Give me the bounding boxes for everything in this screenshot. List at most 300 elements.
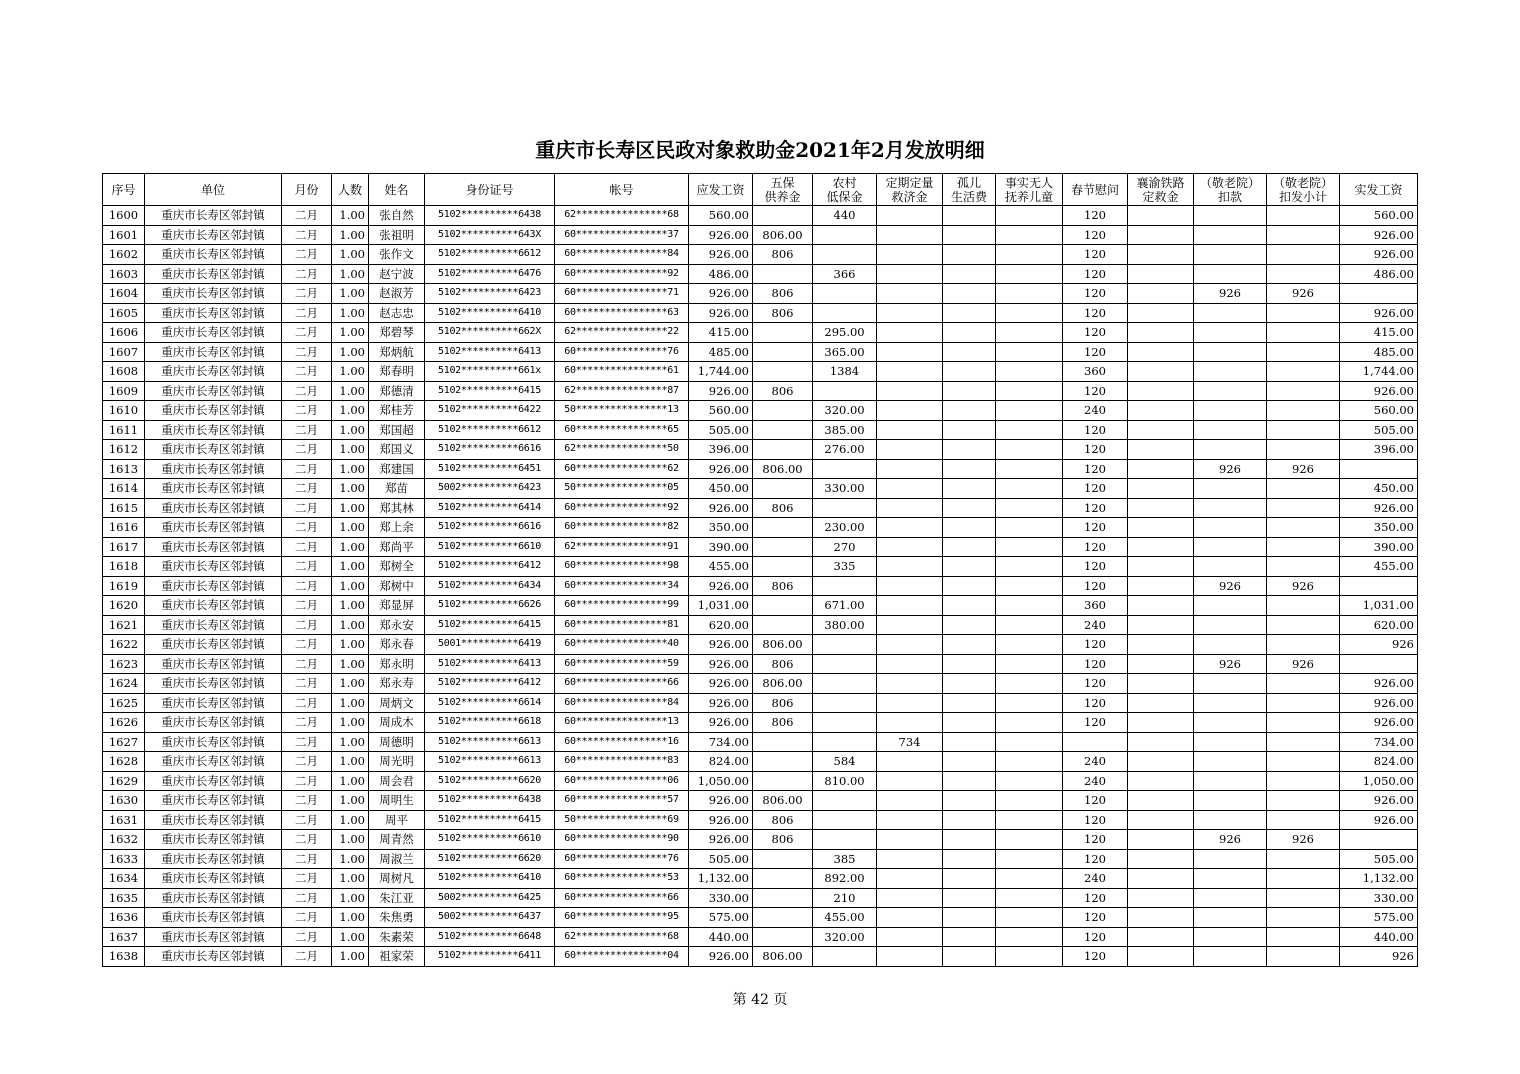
cell-orphan-allowance [943, 206, 996, 226]
cell-railway-relief [1128, 401, 1194, 421]
cell-month: 二月 [282, 596, 332, 616]
cell-fixed-relief [877, 888, 943, 908]
cell-five-guarantee: 806.00 [753, 459, 813, 479]
table-row [103, 791, 1418, 811]
cell-row-index: 1613 [103, 459, 145, 479]
cell-row-index: 1633 [103, 849, 145, 869]
cell-account: 60****************57 [555, 791, 689, 811]
cell-nursing-deduction [1194, 303, 1267, 323]
cell-unit: 重庆市长寿区邻封镇 [145, 401, 282, 421]
cell-fixed-relief [877, 908, 943, 928]
cell-railway-relief [1128, 518, 1194, 538]
cell-account: 60****************84 [555, 245, 689, 265]
cell-fixed-relief [877, 771, 943, 791]
cell-row-index: 1618 [103, 557, 145, 577]
cell-net-pay: 1,050.00 [1340, 771, 1418, 791]
cell-month: 二月 [282, 245, 332, 265]
cell-spring-festival: 120 [1063, 947, 1128, 967]
cell-rural-subsistence [813, 284, 877, 304]
cell-account: 60****************76 [555, 342, 689, 362]
cell-id-number: 5102**********6414 [425, 498, 555, 518]
cell-month: 二月 [282, 557, 332, 577]
cell-account: 50****************13 [555, 401, 689, 421]
cell-unattended-child [996, 362, 1063, 382]
cell-five-guarantee: 806 [753, 303, 813, 323]
cell-count: 1.00 [332, 791, 369, 811]
cell-railway-relief [1128, 459, 1194, 479]
table-row [103, 596, 1418, 616]
cell-unit: 重庆市长寿区邻封镇 [145, 674, 282, 694]
cell-unit: 重庆市长寿区邻封镇 [145, 557, 282, 577]
cell-unattended-child [996, 693, 1063, 713]
cell-net-pay: 486.00 [1340, 264, 1418, 284]
cell-account: 60****************34 [555, 576, 689, 596]
cell-rural-subsistence [813, 947, 877, 967]
cell-nursing-deduction [1194, 771, 1267, 791]
cell-orphan-allowance [943, 459, 996, 479]
cell-railway-relief [1128, 791, 1194, 811]
table-row [103, 771, 1418, 791]
cell-month: 二月 [282, 752, 332, 772]
cell-fixed-relief [877, 459, 943, 479]
cell-nursing-subtotal [1267, 810, 1340, 830]
cell-fixed-relief [877, 518, 943, 538]
cell-rural-subsistence: 335 [813, 557, 877, 577]
cell-rural-subsistence [813, 830, 877, 850]
table-row [103, 264, 1418, 284]
cell-account: 62****************68 [555, 206, 689, 226]
cell-id-number: 5102**********6620 [425, 849, 555, 869]
cell-unit: 重庆市长寿区邻封镇 [145, 947, 282, 967]
cell-name: 郑建国 [369, 459, 425, 479]
cell-railway-relief [1128, 869, 1194, 889]
cell-five-guarantee: 806.00 [753, 947, 813, 967]
cell-orphan-allowance [943, 264, 996, 284]
cell-unit: 重庆市长寿区邻封镇 [145, 791, 282, 811]
cell-account: 60****************16 [555, 732, 689, 752]
cell-net-pay: 575.00 [1340, 908, 1418, 928]
cell-month: 二月 [282, 440, 332, 460]
cell-id-number: 5102**********6610 [425, 537, 555, 557]
cell-railway-relief [1128, 596, 1194, 616]
cell-nursing-subtotal [1267, 479, 1340, 499]
cell-orphan-allowance [943, 440, 996, 460]
column-header: 帐号 [555, 174, 689, 206]
cell-five-guarantee [753, 479, 813, 499]
cell-railway-relief [1128, 849, 1194, 869]
cell-id-number: 5102**********6410 [425, 303, 555, 323]
cell-spring-festival: 120 [1063, 557, 1128, 577]
cell-spring-festival: 120 [1063, 342, 1128, 362]
cell-orphan-allowance [943, 303, 996, 323]
cell-spring-festival: 120 [1063, 849, 1128, 869]
cell-unattended-child [996, 479, 1063, 499]
cell-account: 60****************53 [555, 869, 689, 889]
cell-row-index: 1604 [103, 284, 145, 304]
cell-month: 二月 [282, 615, 332, 635]
cell-count: 1.00 [332, 440, 369, 460]
cell-net-pay: 440.00 [1340, 927, 1418, 947]
cell-nursing-deduction [1194, 674, 1267, 694]
cell-count: 1.00 [332, 576, 369, 596]
cell-name: 朱焦勇 [369, 908, 425, 928]
cell-orphan-allowance [943, 284, 996, 304]
cell-payable: 1,744.00 [689, 362, 753, 382]
cell-net-pay: 926 [1340, 635, 1418, 655]
cell-rural-subsistence [813, 303, 877, 323]
cell-five-guarantee [753, 752, 813, 772]
cell-spring-festival: 120 [1063, 674, 1128, 694]
cell-month: 二月 [282, 713, 332, 733]
cell-rural-subsistence: 584 [813, 752, 877, 772]
cell-month: 二月 [282, 225, 332, 245]
cell-count: 1.00 [332, 713, 369, 733]
cell-row-index: 1612 [103, 440, 145, 460]
cell-name: 周会君 [369, 771, 425, 791]
cell-payable: 926.00 [689, 693, 753, 713]
table-row [103, 323, 1418, 343]
cell-count: 1.00 [332, 927, 369, 947]
cell-unit: 重庆市长寿区邻封镇 [145, 381, 282, 401]
cell-nursing-subtotal [1267, 713, 1340, 733]
cell-unattended-child [996, 206, 1063, 226]
cell-railway-relief [1128, 752, 1194, 772]
cell-id-number: 5102**********6648 [425, 927, 555, 947]
cell-orphan-allowance [943, 576, 996, 596]
cell-railway-relief [1128, 693, 1194, 713]
cell-rural-subsistence: 892.00 [813, 869, 877, 889]
cell-net-pay: 926.00 [1340, 674, 1418, 694]
cell-five-guarantee: 806 [753, 830, 813, 850]
cell-nursing-deduction [1194, 635, 1267, 655]
cell-nursing-deduction [1194, 479, 1267, 499]
cell-account: 60****************66 [555, 674, 689, 694]
cell-fixed-relief: 734 [877, 732, 943, 752]
cell-five-guarantee [753, 264, 813, 284]
cell-rural-subsistence: 385.00 [813, 420, 877, 440]
cell-payable: 926.00 [689, 225, 753, 245]
cell-rural-subsistence [813, 459, 877, 479]
cell-month: 二月 [282, 264, 332, 284]
table-row [103, 479, 1418, 499]
cell-payable: 926.00 [689, 947, 753, 967]
cell-fixed-relief [877, 674, 943, 694]
cell-orphan-allowance [943, 245, 996, 265]
cell-name: 朱素荣 [369, 927, 425, 947]
column-header: （敬老院） 扣款 [1194, 174, 1267, 206]
cell-count: 1.00 [332, 518, 369, 538]
cell-spring-festival: 240 [1063, 615, 1128, 635]
cell-five-guarantee [753, 927, 813, 947]
cell-month: 二月 [282, 362, 332, 382]
cell-railway-relief [1128, 927, 1194, 947]
cell-id-number: 5102**********6626 [425, 596, 555, 616]
cell-unit: 重庆市长寿区邻封镇 [145, 459, 282, 479]
cell-unit: 重庆市长寿区邻封镇 [145, 479, 282, 499]
cell-nursing-subtotal [1267, 440, 1340, 460]
cell-net-pay: 390.00 [1340, 537, 1418, 557]
cell-net-pay: 560.00 [1340, 401, 1418, 421]
cell-rural-subsistence: 1384 [813, 362, 877, 382]
cell-net-pay: 1,031.00 [1340, 596, 1418, 616]
cell-net-pay: 485.00 [1340, 342, 1418, 362]
cell-count: 1.00 [332, 693, 369, 713]
cell-five-guarantee [753, 420, 813, 440]
cell-row-index: 1600 [103, 206, 145, 226]
table-row [103, 225, 1418, 245]
cell-count: 1.00 [332, 303, 369, 323]
cell-fixed-relief [877, 479, 943, 499]
cell-name: 郑国超 [369, 420, 425, 440]
cell-count: 1.00 [332, 245, 369, 265]
cell-net-pay: 734.00 [1340, 732, 1418, 752]
cell-payable: 926.00 [689, 381, 753, 401]
cell-unattended-child [996, 810, 1063, 830]
cell-railway-relief [1128, 479, 1194, 499]
cell-orphan-allowance [943, 225, 996, 245]
cell-net-pay: 926.00 [1340, 225, 1418, 245]
cell-payable: 926.00 [689, 810, 753, 830]
cell-count: 1.00 [332, 323, 369, 343]
cell-railway-relief [1128, 947, 1194, 967]
cell-nursing-subtotal: 926 [1267, 576, 1340, 596]
cell-name: 周成木 [369, 713, 425, 733]
cell-nursing-deduction [1194, 342, 1267, 362]
cell-nursing-subtotal [1267, 245, 1340, 265]
table-row [103, 927, 1418, 947]
cell-railway-relief [1128, 635, 1194, 655]
cell-orphan-allowance [943, 654, 996, 674]
cell-railway-relief [1128, 362, 1194, 382]
cell-row-index: 1635 [103, 888, 145, 908]
cell-net-pay: 620.00 [1340, 615, 1418, 635]
cell-net-pay: 926.00 [1340, 693, 1418, 713]
cell-nursing-subtotal [1267, 537, 1340, 557]
cell-row-index: 1601 [103, 225, 145, 245]
cell-rural-subsistence [813, 225, 877, 245]
cell-nursing-subtotal [1267, 791, 1340, 811]
page-number: 第 42 页 [732, 992, 788, 1008]
cell-railway-relief [1128, 420, 1194, 440]
page-title: 重庆市长寿区民政对象救助金2021年2月发放明细 [535, 138, 985, 162]
cell-orphan-allowance [943, 849, 996, 869]
column-header: 五保 供养金 [753, 174, 813, 206]
cell-account: 60****************04 [555, 947, 689, 967]
cell-row-index: 1614 [103, 479, 145, 499]
cell-name: 周德明 [369, 732, 425, 752]
cell-nursing-deduction [1194, 615, 1267, 635]
cell-nursing-deduction [1194, 888, 1267, 908]
table-row [103, 947, 1418, 967]
cell-net-pay: 455.00 [1340, 557, 1418, 577]
cell-nursing-deduction [1194, 557, 1267, 577]
cell-name: 张自然 [369, 206, 425, 226]
cell-orphan-allowance [943, 362, 996, 382]
cell-month: 二月 [282, 771, 332, 791]
cell-month: 二月 [282, 635, 332, 655]
cell-fixed-relief [877, 440, 943, 460]
cell-payable: 926.00 [689, 654, 753, 674]
cell-name: 郑永春 [369, 635, 425, 655]
cell-rural-subsistence [813, 576, 877, 596]
cell-railway-relief [1128, 245, 1194, 265]
cell-five-guarantee: 806.00 [753, 225, 813, 245]
cell-account: 62****************91 [555, 537, 689, 557]
cell-orphan-allowance [943, 869, 996, 889]
cell-payable: 396.00 [689, 440, 753, 460]
cell-net-pay: 926.00 [1340, 498, 1418, 518]
cell-nursing-deduction [1194, 927, 1267, 947]
cell-unit: 重庆市长寿区邻封镇 [145, 245, 282, 265]
cell-orphan-allowance [943, 713, 996, 733]
cell-fixed-relief [877, 381, 943, 401]
column-header: 姓名 [369, 174, 425, 206]
cell-payable: 455.00 [689, 557, 753, 577]
cell-spring-festival: 120 [1063, 810, 1128, 830]
table-row [103, 381, 1418, 401]
cell-month: 二月 [282, 869, 332, 889]
cell-row-index: 1603 [103, 264, 145, 284]
cell-name: 周平 [369, 810, 425, 830]
cell-unit: 重庆市长寿区邻封镇 [145, 810, 282, 830]
cell-count: 1.00 [332, 206, 369, 226]
cell-id-number: 5102**********6438 [425, 206, 555, 226]
cell-nursing-subtotal [1267, 381, 1340, 401]
cell-orphan-allowance [943, 420, 996, 440]
cell-count: 1.00 [332, 635, 369, 655]
cell-month: 二月 [282, 303, 332, 323]
cell-unattended-child [996, 342, 1063, 362]
cell-unattended-child [996, 557, 1063, 577]
cell-unattended-child [996, 654, 1063, 674]
cell-id-number: 5102**********6434 [425, 576, 555, 596]
cell-unit: 重庆市长寿区邻封镇 [145, 596, 282, 616]
cell-nursing-deduction [1194, 264, 1267, 284]
cell-count: 1.00 [332, 557, 369, 577]
cell-nursing-deduction [1194, 362, 1267, 382]
cell-nursing-subtotal [1267, 674, 1340, 694]
cell-account: 60****************82 [555, 518, 689, 538]
cell-account: 62****************87 [555, 381, 689, 401]
cell-unit: 重庆市长寿区邻封镇 [145, 869, 282, 889]
cell-five-guarantee: 806 [753, 713, 813, 733]
cell-unit: 重庆市长寿区邻封镇 [145, 771, 282, 791]
cell-unattended-child [996, 927, 1063, 947]
cell-nursing-deduction: 926 [1194, 576, 1267, 596]
cell-rural-subsistence: 276.00 [813, 440, 877, 460]
cell-orphan-allowance [943, 557, 996, 577]
cell-orphan-allowance [943, 537, 996, 557]
cell-unit: 重庆市长寿区邻封镇 [145, 752, 282, 772]
cell-orphan-allowance [943, 674, 996, 694]
cell-row-index: 1606 [103, 323, 145, 343]
table-row [103, 635, 1418, 655]
table-row [103, 810, 1418, 830]
cell-payable: 415.00 [689, 323, 753, 343]
column-header: 农村 低保金 [813, 174, 877, 206]
cell-unattended-child [996, 908, 1063, 928]
cell-account: 60****************98 [555, 557, 689, 577]
cell-id-number: 5102**********6410 [425, 869, 555, 889]
cell-account: 60****************95 [555, 908, 689, 928]
cell-row-index: 1615 [103, 498, 145, 518]
cell-five-guarantee [753, 323, 813, 343]
cell-railway-relief [1128, 323, 1194, 343]
cell-fixed-relief [877, 323, 943, 343]
cell-unit: 重庆市长寿区邻封镇 [145, 420, 282, 440]
cell-spring-festival: 120 [1063, 420, 1128, 440]
cell-count: 1.00 [332, 284, 369, 304]
cell-unattended-child [996, 264, 1063, 284]
cell-nursing-deduction [1194, 713, 1267, 733]
cell-unit: 重庆市长寿区邻封镇 [145, 440, 282, 460]
cell-account: 60****************59 [555, 654, 689, 674]
cell-nursing-subtotal [1267, 420, 1340, 440]
cell-row-index: 1624 [103, 674, 145, 694]
cell-nursing-subtotal [1267, 323, 1340, 343]
cell-nursing-subtotal: 926 [1267, 459, 1340, 479]
cell-month: 二月 [282, 401, 332, 421]
cell-spring-festival: 120 [1063, 245, 1128, 265]
cell-unit: 重庆市长寿区邻封镇 [145, 303, 282, 323]
cell-orphan-allowance [943, 732, 996, 752]
cell-row-index: 1602 [103, 245, 145, 265]
cell-name: 郑永安 [369, 615, 425, 635]
cell-name: 周青然 [369, 830, 425, 850]
cell-orphan-allowance [943, 830, 996, 850]
cell-fixed-relief [877, 576, 943, 596]
cell-month: 二月 [282, 381, 332, 401]
column-header: 身份证号 [425, 174, 555, 206]
cell-orphan-allowance [943, 927, 996, 947]
cell-id-number: 5102**********6614 [425, 693, 555, 713]
cell-unit: 重庆市长寿区邻封镇 [145, 908, 282, 928]
cell-name: 郑碧琴 [369, 323, 425, 343]
cell-row-index: 1623 [103, 654, 145, 674]
cell-row-index: 1616 [103, 518, 145, 538]
cell-count: 1.00 [332, 537, 369, 557]
cell-month: 二月 [282, 888, 332, 908]
cell-five-guarantee: 806 [753, 693, 813, 713]
cell-payable: 350.00 [689, 518, 753, 538]
cell-orphan-allowance [943, 518, 996, 538]
cell-orphan-allowance [943, 810, 996, 830]
cell-id-number: 5102**********6423 [425, 284, 555, 304]
cell-fixed-relief [877, 849, 943, 869]
column-header: 事实无人 抚养儿童 [996, 174, 1063, 206]
table-row [103, 459, 1418, 479]
cell-row-index: 1634 [103, 869, 145, 889]
table-row [103, 693, 1418, 713]
cell-orphan-allowance [943, 342, 996, 362]
cell-month: 二月 [282, 284, 332, 304]
cell-unit: 重庆市长寿区邻封镇 [145, 830, 282, 850]
cell-rural-subsistence: 320.00 [813, 401, 877, 421]
cell-fixed-relief [877, 713, 943, 733]
table-row [103, 654, 1418, 674]
cell-month: 二月 [282, 537, 332, 557]
cell-unattended-child [996, 498, 1063, 518]
cell-month: 二月 [282, 459, 332, 479]
cell-fixed-relief [877, 225, 943, 245]
cell-fixed-relief [877, 869, 943, 889]
cell-nursing-deduction [1194, 225, 1267, 245]
cell-unattended-child [996, 284, 1063, 304]
cell-railway-relief [1128, 713, 1194, 733]
cell-unattended-child [996, 323, 1063, 343]
cell-unit: 重庆市长寿区邻封镇 [145, 654, 282, 674]
cell-railway-relief [1128, 537, 1194, 557]
